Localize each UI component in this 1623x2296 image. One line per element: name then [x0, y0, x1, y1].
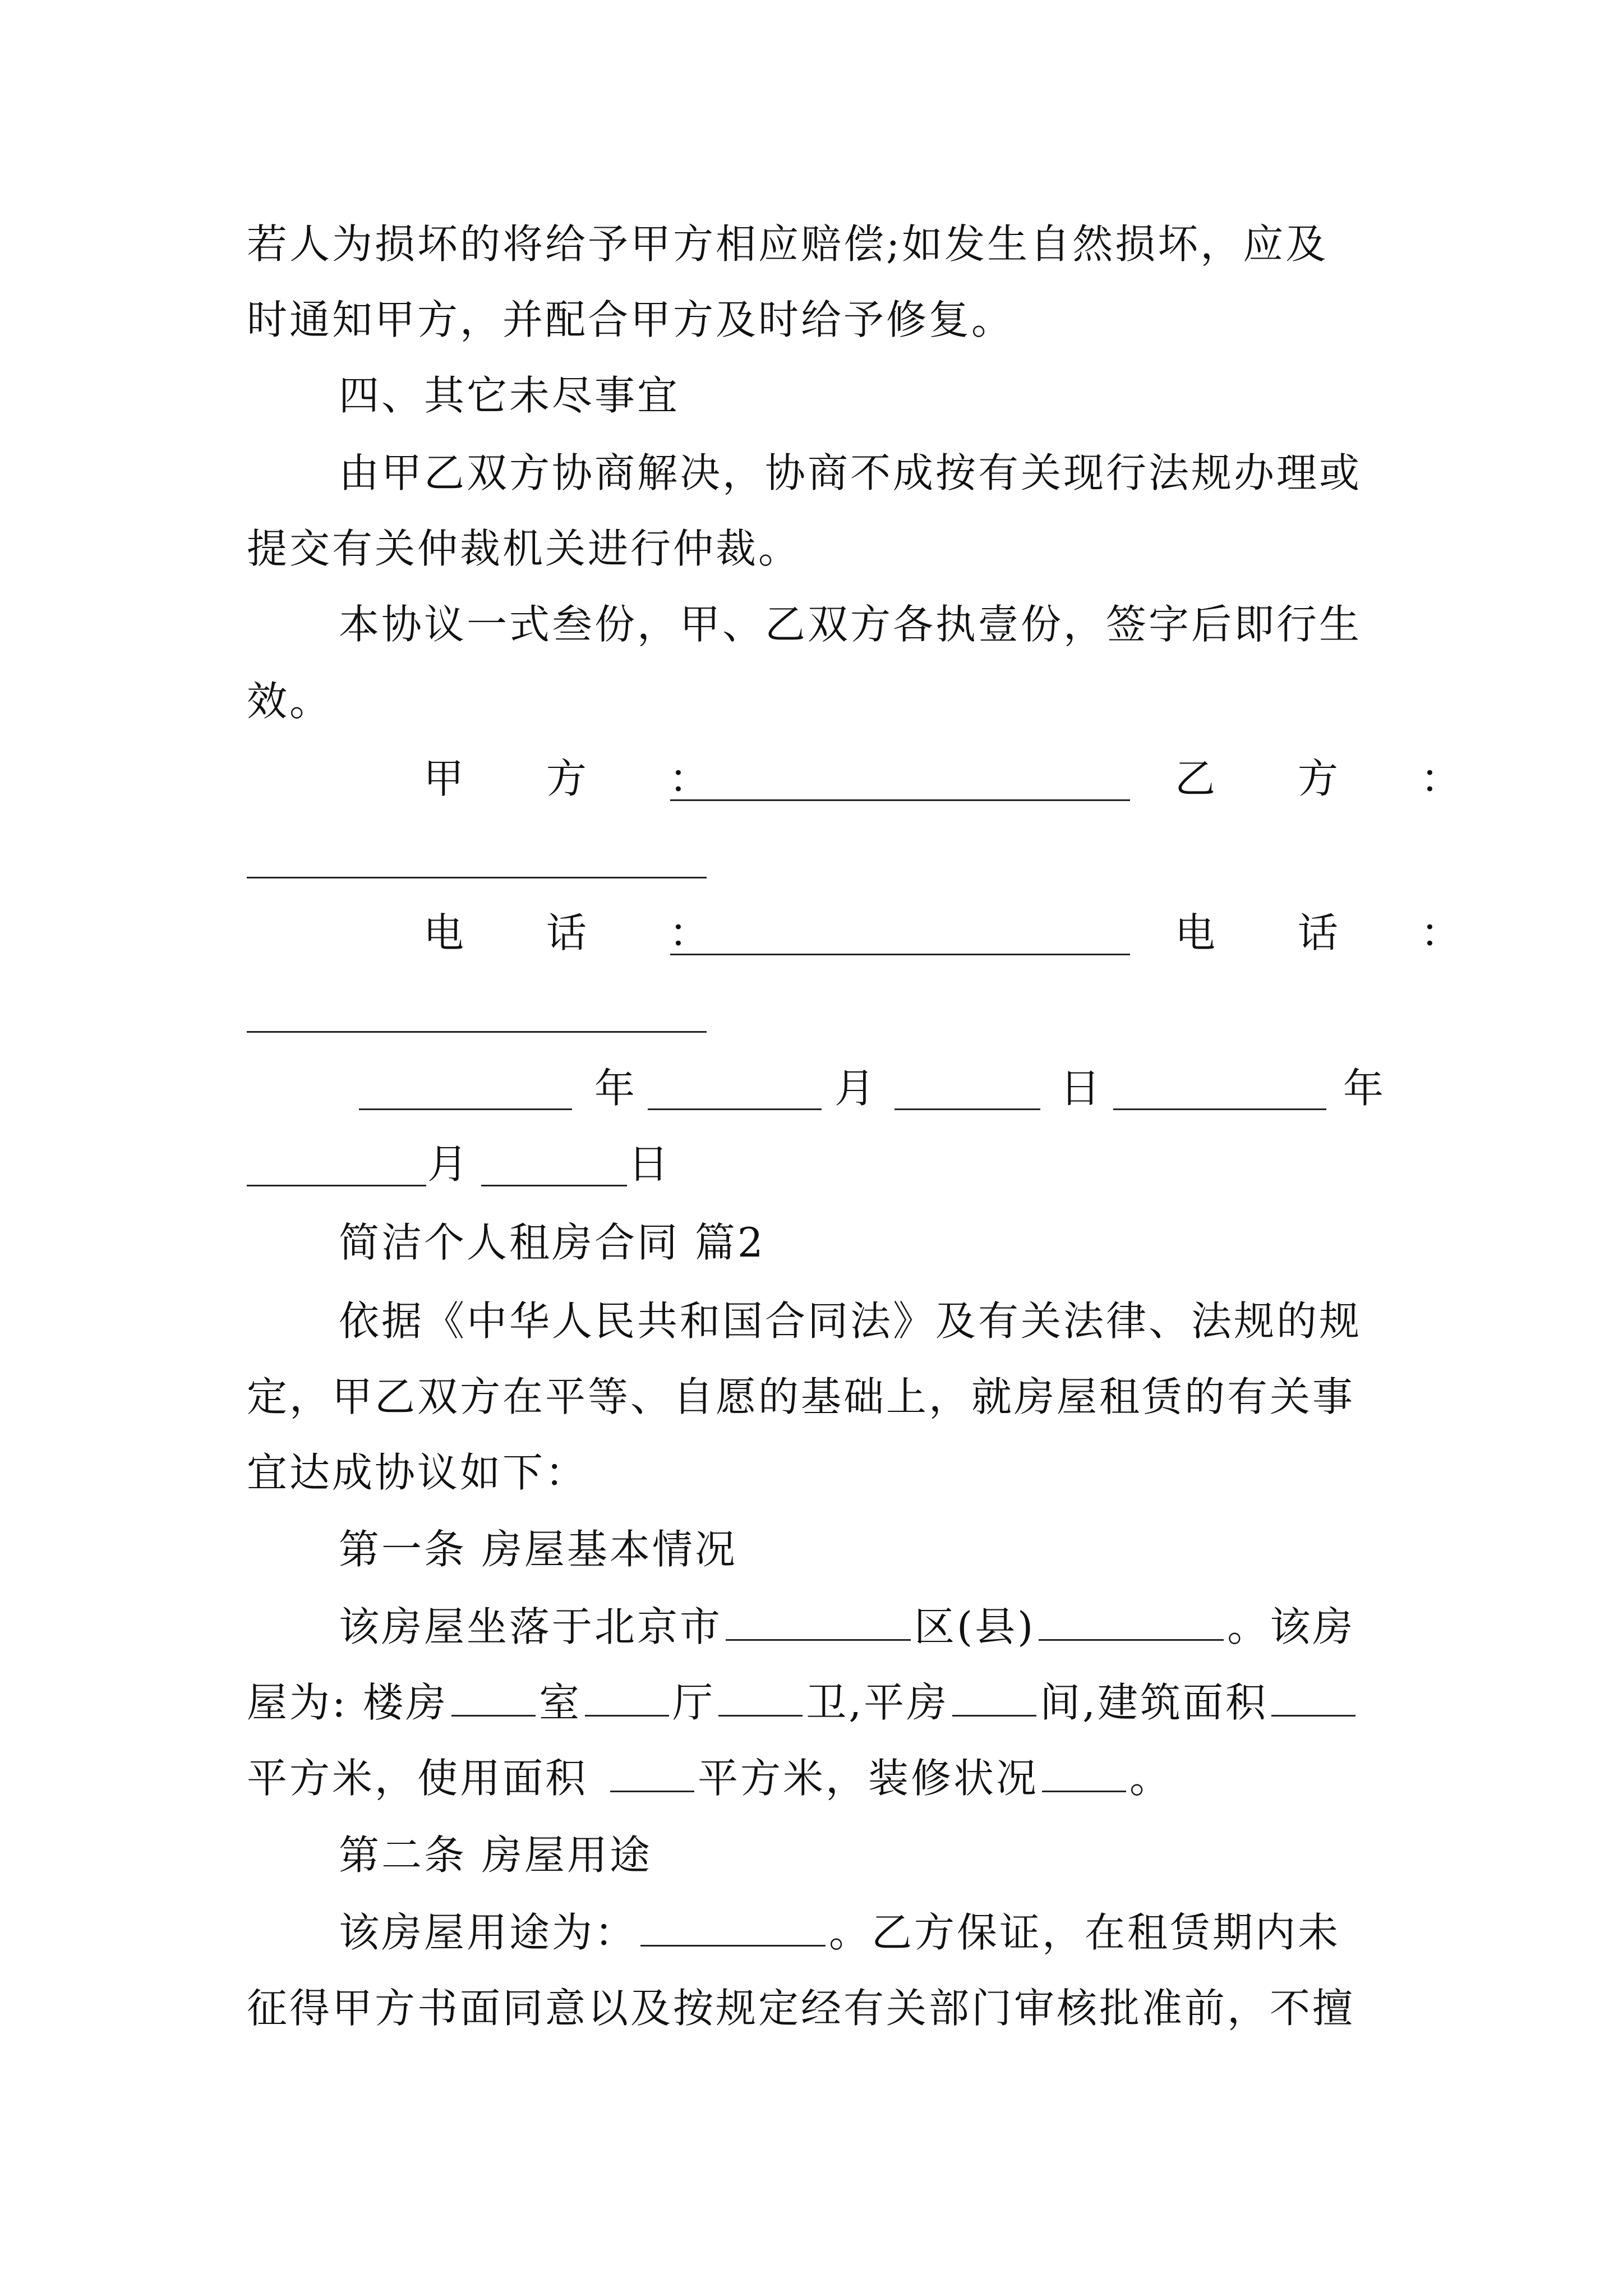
- section-title: 简洁个人租房合同 篇2: [339, 1219, 766, 1266]
- article-line: [339, 1896, 1380, 1969]
- date-a-day-line: [895, 1108, 1040, 1110]
- date-a-month: 月: [834, 1065, 875, 1112]
- paragraph-line: 提交有关仲裁机关进行仲裁。: [247, 525, 801, 572]
- fill-blank: [640, 1911, 826, 1947]
- party-b-label: 乙 方 ：: [1175, 755, 1496, 802]
- article-line: [247, 1742, 1380, 1815]
- paragraph-line: 时通知甲方，并配合甲方及时给予修复。: [247, 296, 1015, 343]
- paragraph-line: 若人为损坏的将给予甲方相应赔偿;如发生自然损坏，应及: [247, 220, 1329, 268]
- article-text: 间,建筑面积: [1040, 1679, 1268, 1726]
- date-b-day: 日: [628, 1140, 669, 1188]
- article-text: 。乙方保证，在租赁期内未: [829, 1909, 1341, 1956]
- phone-a-label: 电 话 ：: [423, 909, 744, 956]
- date-b-year-line: [1113, 1108, 1326, 1110]
- date-a-month-line: [648, 1108, 822, 1110]
- article-text: 室: [539, 1679, 582, 1726]
- article-text: 。该房: [1227, 1603, 1355, 1650]
- phone-b-line: [247, 1031, 707, 1033]
- paragraph-line: 征得甲方书面同意以及按规定经有关部门审核批准前，不擅: [247, 1985, 1355, 2032]
- article-text: 屋为: 楼房: [247, 1679, 449, 1726]
- fill-blank: [1271, 1681, 1355, 1717]
- section-heading: 四、其它未尽事宜: [339, 372, 680, 419]
- date-a-day: 日: [1060, 1065, 1101, 1112]
- article-heading: 第二条 房屋用途: [339, 1832, 652, 1879]
- fill-blank: [726, 1605, 911, 1641]
- article-line: [339, 1590, 1380, 1663]
- paragraph-line: 由甲乙双方协商解决，协商不成按有关现行法规办理或: [339, 449, 1362, 496]
- article-heading: 第一条 房屋基本情况: [339, 1526, 737, 1573]
- party-a-signature-line: [670, 799, 1130, 801]
- date-a-year-line: [359, 1108, 572, 1110]
- paragraph-line: 效。: [247, 678, 333, 725]
- date-b-month: 月: [427, 1140, 468, 1188]
- fill-blank: [451, 1681, 536, 1717]
- fill-blank: [1042, 1757, 1126, 1792]
- paragraph-line: 依据《中华人民共和国合同法》及有关法律、法规的规: [339, 1297, 1362, 1345]
- phone-a-line: [670, 954, 1130, 955]
- article-text: 卫,平房: [806, 1679, 949, 1726]
- article-text: 平方米，使用面积: [247, 1755, 588, 1802]
- article-text: 。: [1129, 1755, 1173, 1802]
- article-text: 该房屋用途为：: [339, 1909, 638, 1956]
- date-b-year: 年: [1343, 1065, 1384, 1112]
- fill-blank: [952, 1681, 1036, 1717]
- paragraph-line: 宜达成协议如下：: [247, 1449, 588, 1496]
- article-text: 厅: [672, 1679, 716, 1726]
- party-a-label: 甲 方 ：: [423, 755, 744, 802]
- phone-b-label: 电 话 ：: [1175, 909, 1496, 956]
- article-text: 平方米，装修状况: [698, 1755, 1039, 1802]
- paragraph-line: 本协议一式叁份，甲、乙双方各执壹份，签字后即行生: [339, 601, 1362, 648]
- fill-blank: [585, 1681, 669, 1717]
- article-line: [247, 1666, 1380, 1739]
- fill-blank: [610, 1757, 694, 1792]
- article-text: 该房屋坐落于北京市: [339, 1603, 723, 1650]
- party-b-signature-line: [247, 877, 707, 878]
- date-b-day-line: [481, 1185, 627, 1186]
- date-b-month-line: [247, 1185, 426, 1186]
- date-a-year: 年: [594, 1065, 635, 1112]
- fill-blank: [718, 1681, 803, 1717]
- article-text: 区(县): [914, 1603, 1036, 1650]
- fill-blank: [1039, 1605, 1224, 1641]
- paragraph-line: 定，甲乙双方在平等、自愿的基础上，就房屋租赁的有关事: [247, 1373, 1355, 1420]
